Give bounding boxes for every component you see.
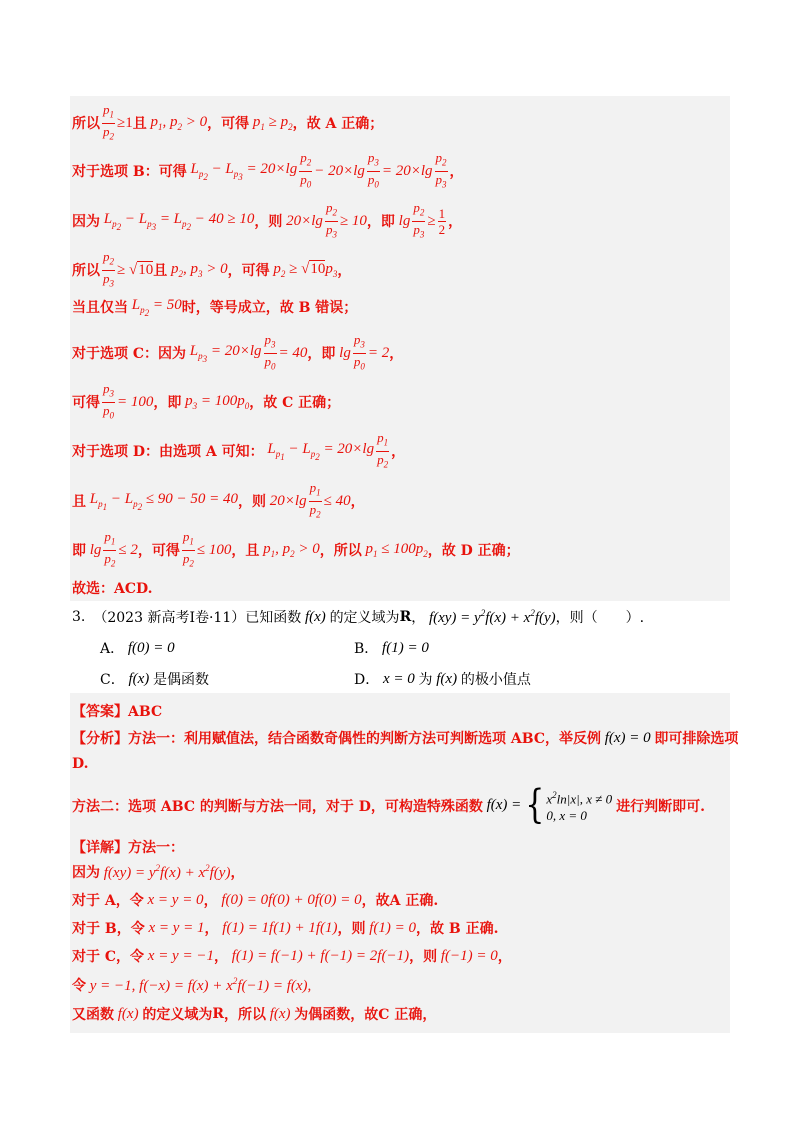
text: ，	[337, 263, 352, 280]
text: ，	[497, 949, 512, 965]
answer-label	[72, 701, 162, 721]
option-c[interactable]: C． f(x) 是偶函数	[100, 670, 210, 688]
text: 为	[418, 672, 433, 688]
text: 对于 B，令	[72, 921, 145, 937]
text: 又函数	[72, 1007, 114, 1023]
text: ，即	[366, 214, 395, 231]
solution-line-7: 可得 $\frac{p_3}{p_0}$ = 100 ，即 $p_3 = 100p_0$ ，故 C 正确；	[72, 381, 341, 421]
text: 方法二：选项 ABC 的判断与方法一同，对于 D，可构造特殊函数	[72, 798, 483, 815]
text: 对于选项 C：因为	[72, 346, 187, 363]
text: ，且	[231, 543, 260, 560]
text: 故选：ACD.	[72, 581, 153, 597]
text: ，	[350, 494, 365, 511]
text: 且	[153, 263, 168, 280]
detail-line-6: 又函数 f(x) 的定义域为 R ，所以 f(x) 为偶函数，故C 正确，	[72, 1005, 437, 1023]
final-choice	[72, 578, 153, 598]
solution-line-9: 且 $L_{p_1} - L_{p_2} \le 90 - 50 = 40$ ，则 20×lg $\frac{p_1}{p_2}$ ≤ 40 ，	[72, 480, 365, 520]
text: ，可得	[207, 116, 250, 133]
text: ，故 A 正确；	[292, 116, 384, 133]
solution-line-10: 即 lg $\frac{p_1}{p_2}$ ≤ 2 ，可得 $\frac{p_1}{p_2}$ ≤ 100 ，且 $p_1$, $p_2 > 0$ ，所以 $p_1 \le 100p_2$ ，故 D 正确；	[72, 529, 520, 569]
text: ，	[203, 893, 218, 909]
solution-line-1: 所以 $\frac{p_1}{p_2}$ ≥1 且 $p_1$, $p_2 > 0$ ，可得 $p_1 \ge p_2$ ，故 A 正确；	[72, 102, 383, 144]
text: 即可排除选项	[654, 731, 739, 747]
text: 【分析】方法一：利用赋值法，结合函数奇偶性的判断方法可判断选项 ABC，举反例	[72, 731, 601, 747]
method-2-line: 方法二：选项 ABC 的判断与方法一同，对于 D，可构造特殊函数 f(x) = { $x^2\ln|x|$, x ≠ 0 0, x = 0 进行判断即可.	[72, 782, 705, 828]
text: 是偶函数	[153, 672, 210, 688]
text: A．	[100, 641, 125, 657]
text: ，故 B 正确.	[416, 921, 499, 937]
text: 可得	[72, 395, 100, 412]
text: D.	[72, 756, 89, 772]
text: ，可得	[227, 263, 270, 280]
text: 当且仅当	[72, 300, 128, 317]
text: ，	[213, 949, 228, 965]
text: 【详解】方法一：	[72, 840, 184, 856]
text: ，可得	[137, 543, 180, 560]
text: 对于选项 B：可得	[72, 164, 187, 181]
question-3: 3. （2023 新高考Ⅰ卷·11）已知函数 f(x) 的定义域为 R ， $f(xy) = y^2f(x) + x^2f(y)$ ，则（ ）.	[72, 607, 645, 626]
detail-line-4: 对于 C，令 x = y = −1 ， f(1) = f(−1) + f(−1) = 2f(−1) ，则 f(−1) = 0 ，	[72, 947, 512, 965]
text: ，则（ ）.	[555, 610, 645, 626]
text: ，	[411, 610, 426, 626]
text: 的定义域为	[142, 1007, 213, 1023]
detail-line-5: 令 y = −1, $f(-x) = f(x) + x^2f(-1) = f(x)$,	[72, 975, 312, 994]
text: ，则	[254, 214, 283, 231]
text: ，则	[409, 949, 438, 965]
text: 因为	[72, 865, 100, 881]
text: ，故 D 正确；	[427, 543, 520, 560]
text: D．	[354, 672, 380, 688]
text: 进行判断即可.	[616, 798, 705, 815]
text: 即	[72, 543, 86, 560]
detail-line-3: 对于 B，令 x = y = 1 ， f(1) = 1f(1) + 1f(1) ，则 f(1) = 0 ，故 B 正确.	[72, 919, 499, 937]
question-text: （2023 新高考Ⅰ卷·11）已知函数	[93, 610, 302, 626]
solution-line-5: 当且仅当 $L_{p_2} = 50$ 时，等号成立，故 B 错误；	[72, 297, 358, 318]
text: ，则	[238, 494, 267, 511]
text: R	[212, 1006, 224, 1022]
text: 所以	[72, 116, 100, 133]
text: 所以	[72, 263, 100, 280]
option-a[interactable]: A． f(0) = 0	[100, 639, 175, 657]
text: 对于 C，令	[72, 949, 145, 965]
fraction: $\frac{p_1}{p_2}$	[103, 102, 114, 142]
analysis-line-1: 【分析】方法一：利用赋值法，结合函数奇偶性的判断方法可判断选项 ABC，举反例 f(x) = 0 即可排除选项	[72, 729, 739, 747]
text: ，即	[307, 346, 336, 363]
solution-line-6: 对于选项 C：因为 $L_{p_3} = 20\times\lg$ $\frac{p_3}{p_0}$ = 40 ，即 lg $\frac{p_3}{p_0}$ = 2 ，	[72, 332, 404, 372]
text: ，故 C 正确；	[249, 395, 341, 412]
text: 时，等号成立，故 B 错误；	[181, 300, 358, 317]
text: ，	[448, 214, 463, 231]
text: B．	[354, 641, 379, 657]
text: ，	[391, 444, 406, 461]
text: ，	[449, 164, 464, 181]
question-number: 3.	[72, 609, 86, 625]
solution-line-4: 所以 $\frac{p_2}{p_3}$ ≥ √10 且 $p_2$, $p_3 > 0$ ，可得 $p_2 \ge √10p_3$ ，	[72, 249, 352, 289]
text: 且	[132, 116, 147, 133]
text: 因为	[72, 214, 100, 231]
text: 令	[72, 978, 86, 994]
option-b[interactable]: B． f(1) = 0	[354, 639, 429, 657]
text: 对于 A，令	[72, 893, 144, 909]
text: 的极小值点	[460, 672, 531, 688]
text: ，	[230, 865, 245, 881]
text: ，	[389, 346, 404, 363]
text: ，则	[337, 921, 366, 937]
text: 对于选项 D：由选项 A 可知：	[72, 444, 264, 461]
text: 且	[72, 494, 86, 511]
solution-line-2: 对于选项 B：可得 $L_{p_2} - L_{p_3} = 20\times\lg$ $\frac{p_2}{p_0}$ − 20×lg $\frac{p_3}{p_0}$ = 20×lg $\frac{p_2}{p_3}$ ，	[72, 150, 464, 190]
solution-line-8: 对于选项 D：由选项 A 可知： $L_{p_1} - L_{p_2} = 20\times\lg$ $\frac{p_1}{p_2}$ ，	[72, 430, 406, 470]
text: ，所以	[319, 543, 362, 560]
option-d[interactable]: D． x = 0 为 f(x) 的极小值点	[354, 670, 531, 688]
text: ，即	[153, 395, 182, 412]
text: 【答案】ABC	[72, 704, 163, 720]
text: ，所以	[223, 1007, 266, 1023]
text: C．	[100, 672, 125, 688]
analysis-line-2	[72, 756, 89, 772]
text: 为偶函数，故C 正确，	[294, 1007, 437, 1023]
text: R	[399, 609, 412, 625]
detail-label	[72, 837, 184, 857]
solution-line-3: 因为 $L_{p_2} - L_{p_3} = L_{p_2} - 40 \ge 10$ ，则 20×lg $\frac{p_2}{p_3}$ ≥ 10 ，即 lg $\frac{p_2}{p_3}$ ≥ $\frac{1}{2}$ ，	[72, 200, 463, 240]
text: ，故A 正确.	[361, 893, 439, 909]
text: ，	[204, 921, 219, 937]
text: 的定义域为	[329, 610, 400, 626]
detail-line-2: 对于 A，令 x = y = 0 ， f(0) = 0f(0) + 0f(0) = 0 ，故A 正确.	[72, 891, 439, 909]
detail-line-1: 因为 $f(xy) = y^2f(x) + x^2f(y)$ ，	[72, 862, 245, 881]
